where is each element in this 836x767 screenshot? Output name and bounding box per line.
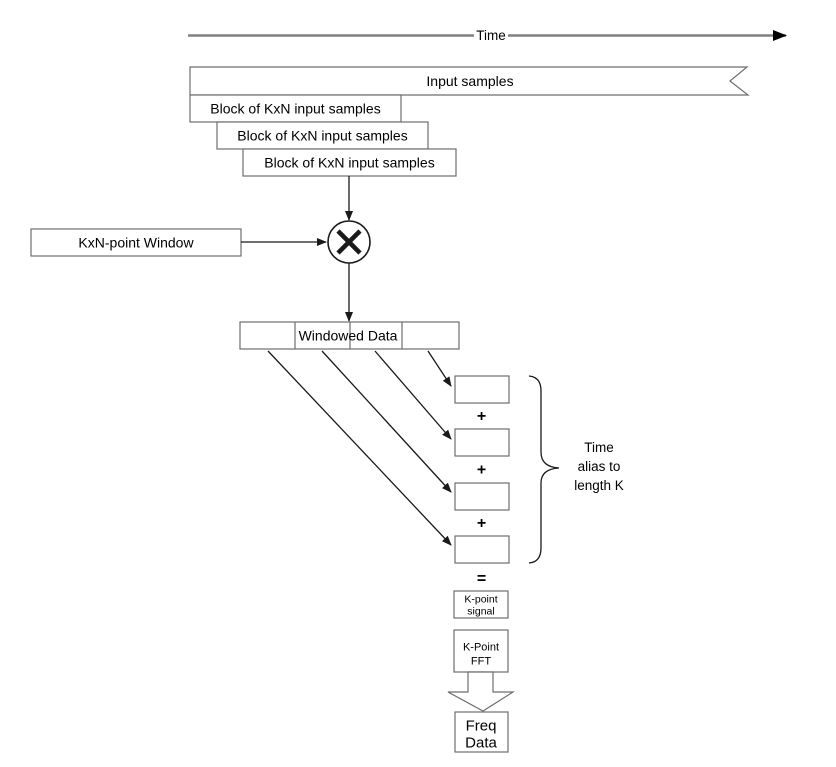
- time-axis-label: Time: [476, 28, 506, 43]
- segment-box-2: [455, 429, 509, 456]
- k-point-signal-line-1: K-point: [464, 593, 498, 606]
- block-2-label: Block of KxN input samples: [237, 127, 408, 144]
- block-1-label: Block of KxN input samples: [210, 100, 381, 117]
- alias-note-line-2: alias to: [577, 459, 621, 474]
- alias-brace-icon: [529, 376, 559, 563]
- plus-sign-2: +: [476, 461, 487, 479]
- k-point-signal-line-2: signal: [467, 605, 495, 618]
- alias-arrow-3: [375, 351, 451, 439]
- alias-note-line-1: Time: [584, 440, 614, 455]
- plus-sign-3: +: [476, 515, 487, 532]
- input-samples-label: Input samples: [426, 73, 514, 89]
- windowed-data-label: Windowed Data: [298, 327, 398, 344]
- segment-box-1: [455, 376, 509, 403]
- k-point-fft-line-1: K-Point: [462, 641, 500, 654]
- freq-data-line-2: Data: [465, 734, 497, 752]
- alias-arrow-1: [268, 351, 451, 545]
- k-point-fft-line-2: FFT: [470, 655, 492, 668]
- window-box-label: KxN-point Window: [78, 234, 194, 251]
- alias-arrow-2: [322, 351, 451, 492]
- segment-box-3: [455, 483, 509, 510]
- plus-sign-1: +: [476, 408, 487, 425]
- alias-note-line-3: length K: [574, 478, 624, 493]
- alias-arrow-4: [428, 351, 451, 386]
- segment-box-4: [455, 536, 509, 563]
- block-3-label: Block of KxN input samples: [264, 154, 435, 171]
- fft-output-arrow-icon: [448, 672, 513, 711]
- equals-sign: =: [476, 570, 487, 588]
- freq-data-line-1: Freq: [465, 717, 497, 735]
